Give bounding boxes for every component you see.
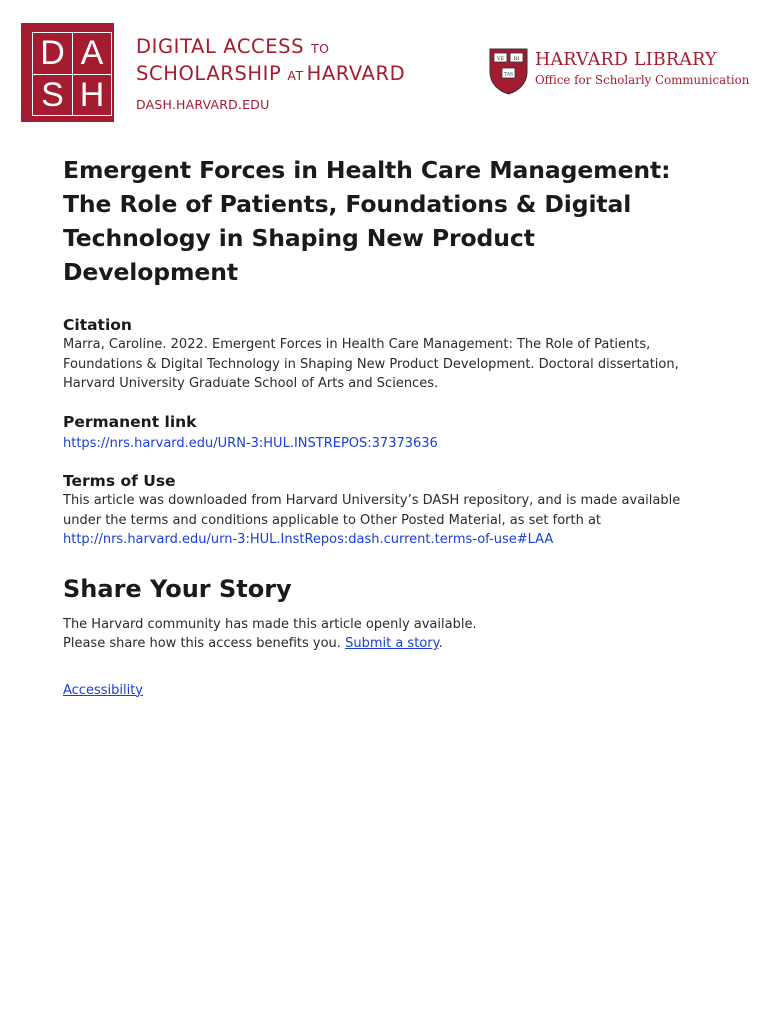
dash-logo-letter-h: H [72, 74, 112, 116]
dash-wordmark [136, 34, 405, 113]
document-title: Emergent Forces in Health Care Management: The Role of Patients, Foundations & Digital Technology in Shaping New Product Development [63, 156, 671, 286]
share-line2: Please share how this access benefits you. [63, 636, 341, 651]
terms-of-use-section [63, 471, 713, 550]
terms-link[interactable]: http://nrs.harvard.edu/urn-3:HUL.InstRepos:dash.current.terms-of-use#LAA [63, 532, 554, 547]
accessibility-link[interactable]: Accessibility [63, 682, 143, 698]
dash-logo-letter-s: S [32, 74, 72, 116]
shield-text-1: VE [496, 56, 505, 62]
dash-line1-small: TO [310, 41, 330, 56]
harvard-shield-icon [489, 48, 528, 95]
share-heading: Share Your Story [63, 574, 292, 603]
accessibility-section [63, 679, 713, 701]
dash-line2-main: SCHOLARSHIP [136, 62, 282, 85]
terms-text: This article was downloaded from Harvard University’s DASH repository, and is made available under the terms and conditions applicable to Other Posted Material, as set forth at [63, 493, 681, 528]
dash-line1-main: DIGITAL ACCESS [136, 35, 305, 58]
harvard-library-subtitle: Office for Scholarly Communication [535, 73, 750, 87]
dash-logo [21, 23, 114, 122]
cover-page-content [63, 153, 713, 700]
permanent-link-heading: Permanent link [63, 412, 197, 431]
share-section [63, 574, 713, 654]
terms-heading: Terms of Use [63, 472, 176, 490]
dash-wordmark-line2 [136, 61, 405, 88]
permanent-link-section [63, 412, 713, 454]
dash-logo-letter-a: A [72, 32, 112, 74]
dash-line2-small: AT [287, 68, 304, 83]
dash-logo-letter-d: D [32, 32, 72, 74]
citation-section [63, 315, 713, 394]
dash-wordmark-line1 [136, 34, 405, 61]
shield-text-2: RI [513, 56, 520, 62]
citation-heading: Citation [63, 316, 132, 334]
submit-story-link[interactable]: Submit a story [345, 636, 439, 651]
share-end: . [438, 636, 443, 651]
dash-line2-end: HARVARD [306, 62, 406, 85]
shield-text-3: TAS [503, 72, 514, 78]
harvard-library-logo [489, 48, 754, 100]
terms-paragraph [63, 491, 713, 550]
share-line2-paragraph [63, 634, 713, 654]
citation-text: Marra, Caroline. 2022. Emergent Forces in Health Care Management: The Role of Patients, Foundations & Digital Technology in Shaping New Product Development. Doctoral dissertation, Harvard University Graduate School of Arts and Sciences. [63, 337, 679, 391]
permanent-link[interactable]: https://nrs.harvard.edu/URN-3:HUL.INSTREPOS:37373636 [63, 435, 438, 451]
dash-url: DASH.HARVARD.EDU [136, 97, 270, 112]
harvard-library-title: HARVARD LIBRARY [535, 50, 717, 70]
share-line1: The Harvard community has made this article openly available. [63, 616, 477, 632]
